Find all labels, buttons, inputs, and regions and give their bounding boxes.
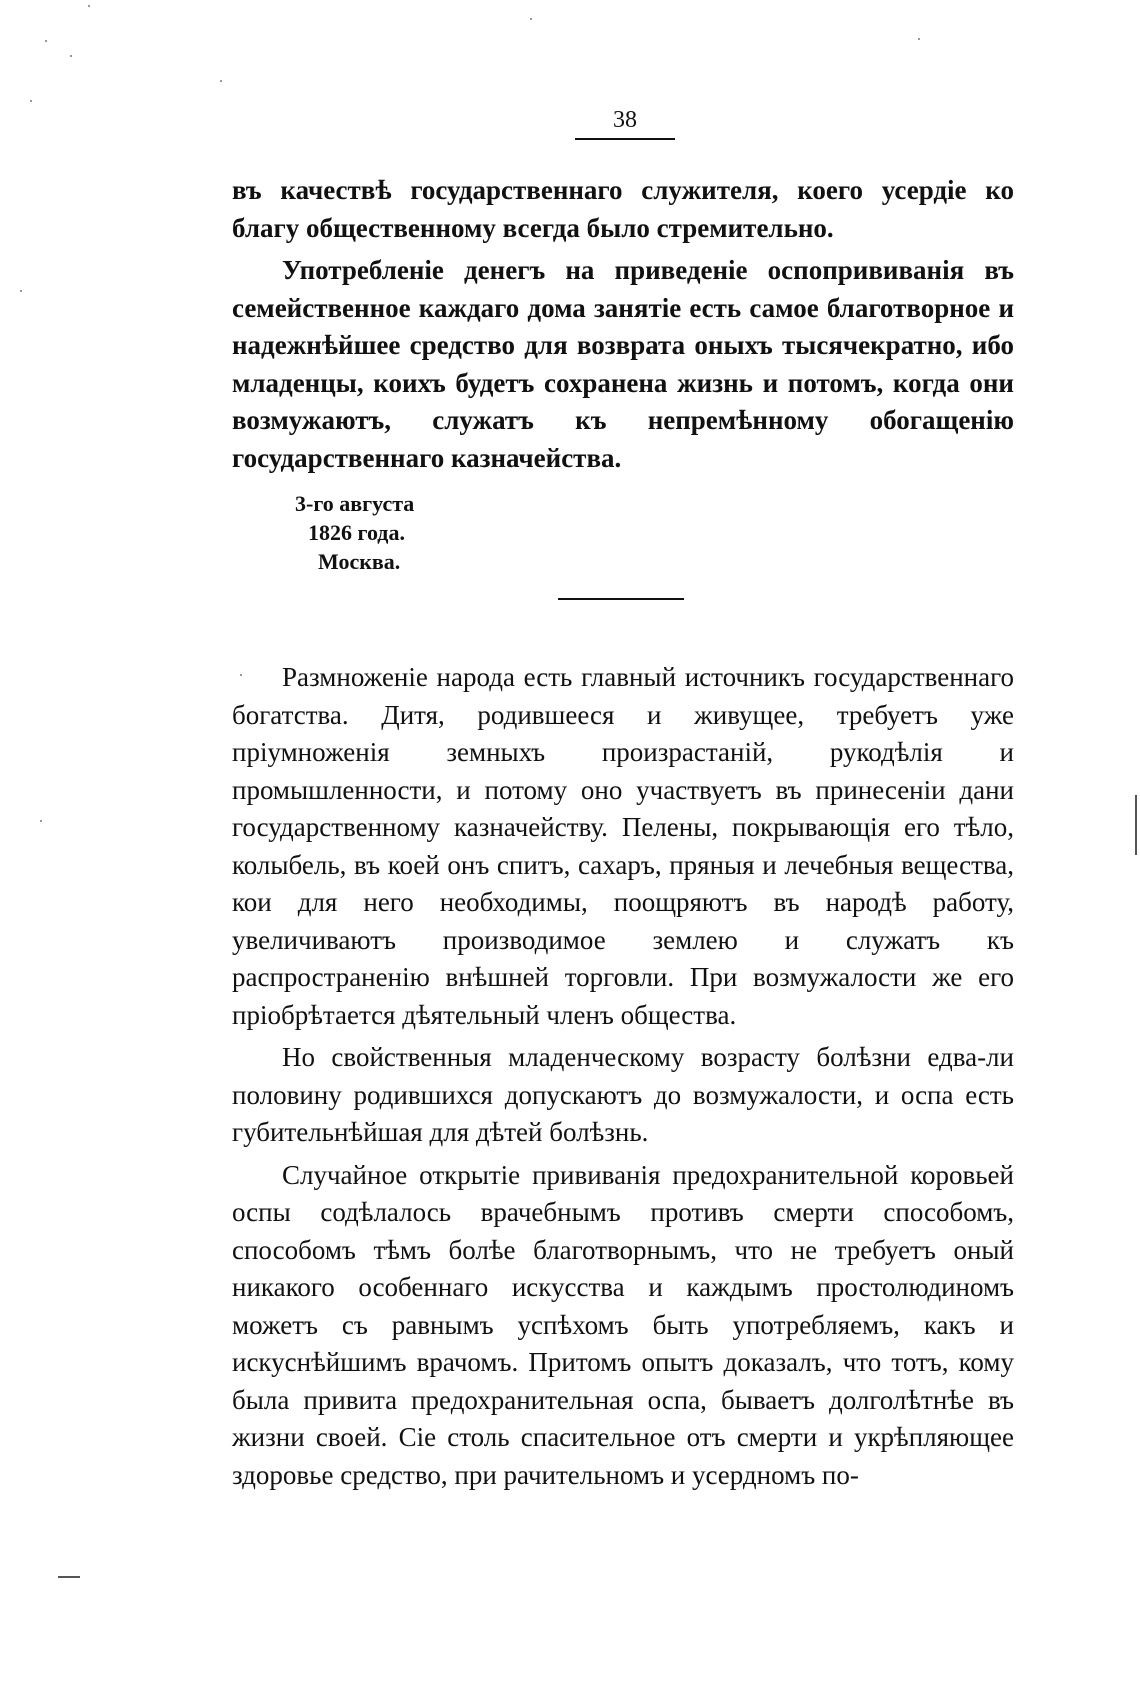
scan-speck (30, 100, 32, 102)
scan-speck (20, 290, 22, 292)
dateline-place: Москва. (318, 549, 401, 574)
main-text-block (232, 659, 1014, 1494)
intro-paragraph-1: въ качествѣ государственнаго служителя, коего усердіе ко благу общественному всегда было стремительно. (232, 175, 1014, 243)
main-paragraph-3: Случайное открытіе прививанія предохранительной коровьей оспы содѣлалось врачебнымъ противъ смерти способомъ, способомъ тѣмъ болѣе благотворнымъ, что не требуетъ оный никакого особеннаго искусства и каждымъ простолюдиномъ можетъ съ равнымъ успѣхомъ быть употребляемъ, какъ и искуснѣйшимъ врачомъ. Притомъ опытъ доказалъ, что тотъ, кому была привита предохранительная оспа, бываетъ долголѣтнѣе въ жизни своей. Сіе столь спасительное отъ смерти и укрѣпляющее здоровье средство, при рачительномъ и усердномъ по- (232, 1159, 1014, 1490)
main-paragraph-1: Размноженіе народа есть главный источникъ государственнаго богатства. Дитя, родившееся и живущее, требуетъ уже пріумноженія земныхъ произрастаній, рукодѣлія и промышленности, и потому оно участвуетъ въ принесеніи дани государственному казначейству. Пелены, покрывающія его тѣло, колыбель, въ коей онъ спитъ, сахаръ, пряныя и лечебныя вещества, кои для него необходимы, поощряютъ въ народѣ работу, увеличиваютъ производимое землею и служатъ къ распространенію внѣшней торговли. При возмужалости же его пріобрѣтается дѣятельный членъ общества. (232, 662, 1014, 1030)
scan-speck (88, 5, 90, 7)
dateline-year: 1826 года. (308, 520, 405, 545)
scan-speck (220, 80, 222, 82)
scan-speck (45, 40, 47, 42)
scan-speck (530, 18, 532, 20)
main-paragraph-2: Но свойственныя младенческому возрасту болѣзни едва-ли половину родившихся допускаютъ до возмужалости, и оспа есть губительнѣйшая для дѣтей болѣзнь. (232, 1042, 1014, 1147)
dateline-date: 3-го августа (295, 491, 415, 516)
scan-edge-mark (58, 1576, 80, 1578)
scan-speck (40, 820, 42, 822)
section-divider (558, 598, 684, 600)
dateline (290, 489, 414, 576)
scan-edge-mark (1135, 795, 1137, 855)
scan-speck (918, 38, 920, 40)
scan-speck (70, 55, 72, 57)
scan-speck (240, 674, 242, 676)
page-number: 38 (575, 106, 675, 140)
intro-text-block (232, 172, 1014, 477)
intro-paragraph-2: Употребленіе денегъ на приведеніе оспопрививанія въ семейственное каждаго дома занятіе есть самое благотворное и надежнѣйшее средство для возврата оныхъ тысячекратно, ибо младенцы, коихъ будетъ сохранена жизнь и потомъ, когда они возмужаютъ, служатъ къ непремѣнному обогащенію государственнаго казначейства. (232, 255, 1014, 473)
